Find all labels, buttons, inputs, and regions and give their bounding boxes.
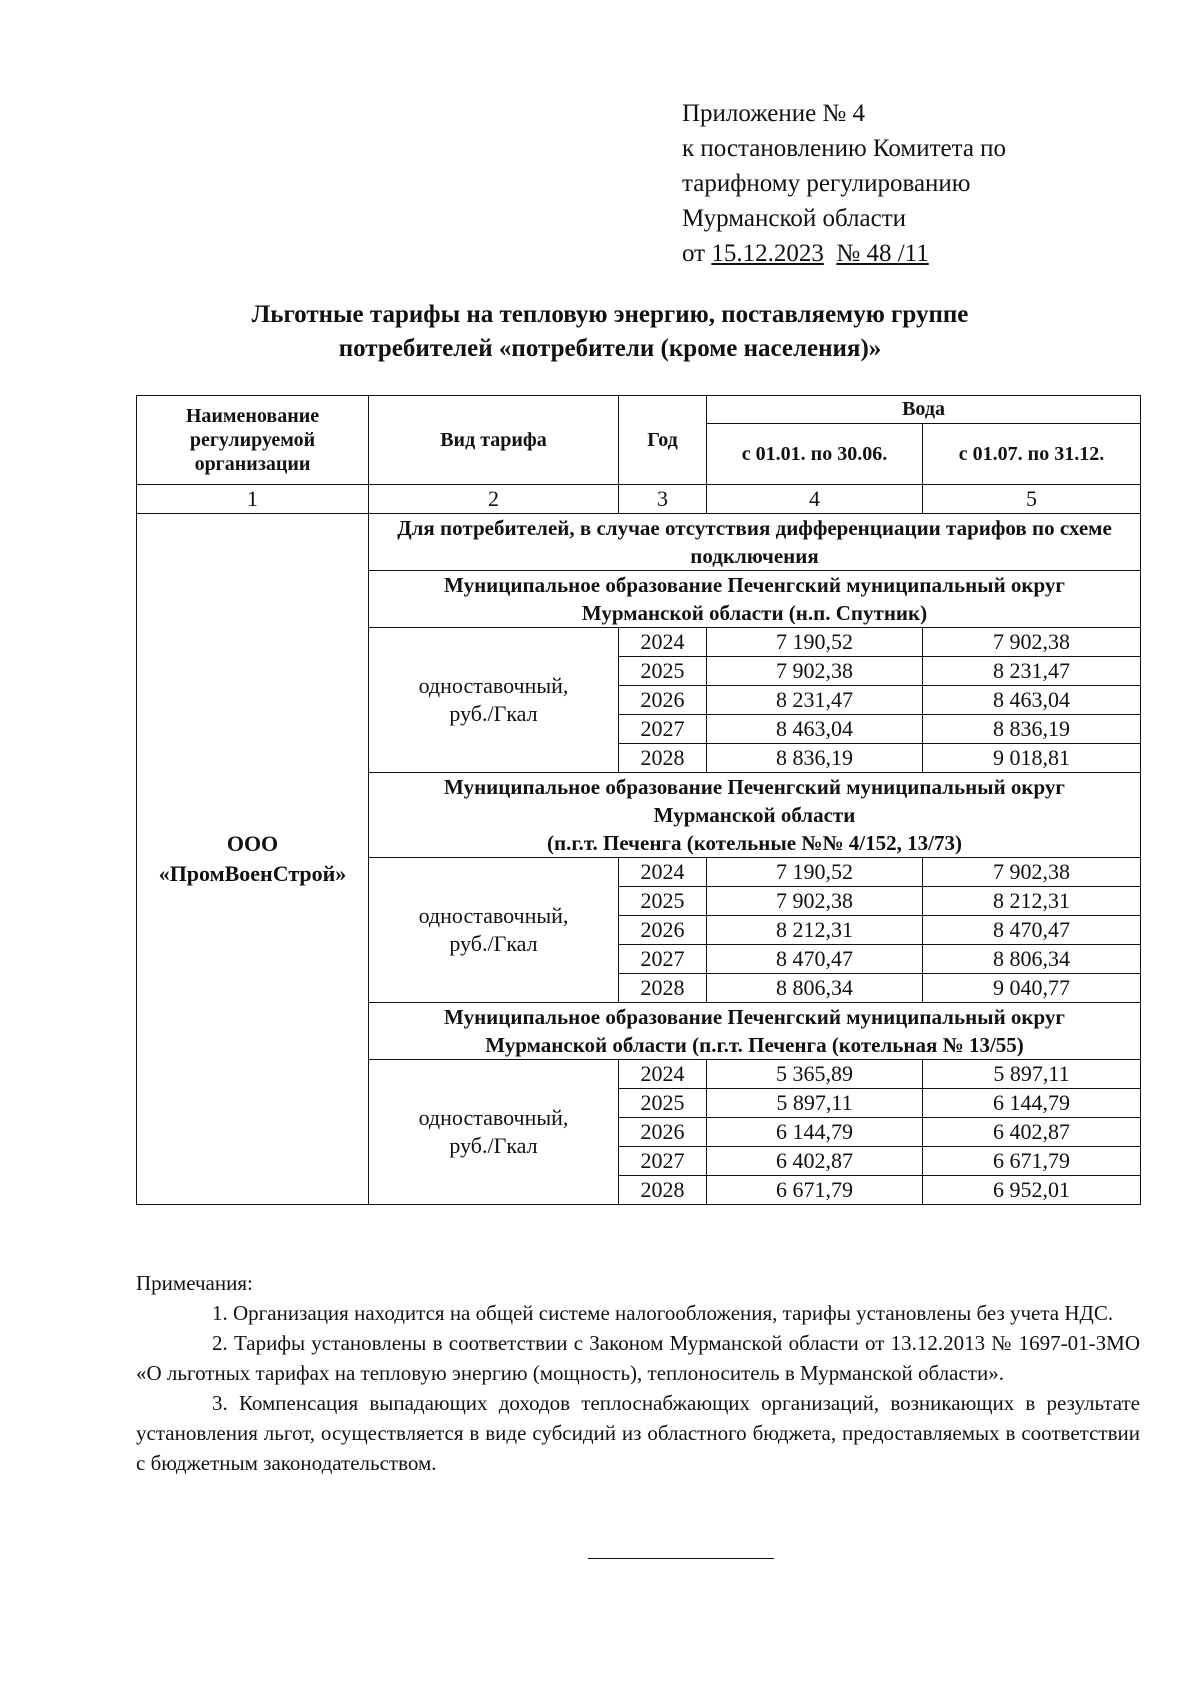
tariff-value: 6 952,01 (923, 1176, 1141, 1205)
year-cell: 2028 (619, 744, 707, 773)
appendix-number: № 48 /11 (836, 240, 929, 267)
section-title-line: Муниципальное образование Печенгский муниципальный округ (444, 573, 1065, 597)
section-title-line: Мурманской области (п.г.т. Печенга (котельная № 13/55) (485, 1033, 1024, 1057)
tariff-value: 6 402,87 (923, 1118, 1141, 1147)
column-number: 5 (923, 485, 1141, 514)
tariff-value: 8 463,04 (707, 715, 923, 744)
tariff-value: 7 190,52 (707, 628, 923, 657)
column-number: 4 (707, 485, 923, 514)
year-cell: 2026 (619, 686, 707, 715)
tariff-value: 5 897,11 (923, 1060, 1141, 1089)
section-title-3 (369, 1003, 1141, 1060)
header-period-1: с 01.01. по 30.06. (707, 423, 923, 484)
tariff-kind-line: одноставочный, (418, 903, 569, 928)
tariff-value: 8 806,34 (923, 945, 1141, 974)
column-number: 1 (137, 485, 369, 514)
appendix-line-2: к постановлению Комитета по (682, 135, 1007, 162)
organization-cell (137, 514, 369, 1205)
header-kind: Вид тарифа (369, 396, 619, 485)
section-title-1 (369, 571, 1141, 628)
column-number: 2 (369, 485, 619, 514)
tariff-kind-cell (369, 1060, 619, 1205)
document-title (150, 298, 1070, 366)
appendix-line-3: тарифному регулированию (682, 170, 971, 197)
year-cell: 2027 (619, 945, 707, 974)
tariff-kind-line: руб./Гкал (449, 701, 538, 726)
general-note-row: Для потребителей, в случае отсутствия дифференциации тарифов по схеме подключения (369, 514, 1141, 571)
tariff-value: 7 190,52 (707, 858, 923, 887)
section-title-line: Мурманской области (653, 803, 856, 827)
appendix-line-1: Приложение № 4 (682, 100, 866, 127)
note-item: 3. Компенсация выпадающих доходов теплоснабжающих организаций, возникающих в результате установления льгот, осуществляется в виде субсидий из областного бюджета, предоставляемых в соответствии с бюджетным законодательством. (136, 1391, 1140, 1475)
year-cell: 2025 (619, 887, 707, 916)
tariff-value: 8 470,47 (707, 945, 923, 974)
organization-line-2: «ПромВоенСтрой» (158, 861, 347, 886)
year-cell: 2024 (619, 628, 707, 657)
note-item: 1. Организация находится на общей системе налогообложения, тарифы установлены без учета НДС. (212, 1301, 1114, 1325)
organization-line-1: ООО (226, 831, 279, 856)
section-title-line: Муниципальное образование Печенгский муниципальный округ (444, 1005, 1065, 1029)
closing-rule (588, 1558, 774, 1559)
year-cell: 2027 (619, 715, 707, 744)
section-title-line: Муниципальное образование Печенгский муниципальный округ (444, 775, 1065, 799)
header-year: Год (619, 396, 707, 485)
notes-block (136, 1268, 1140, 1478)
tariff-value: 5 365,89 (707, 1060, 923, 1089)
appendix-date: 15.12.2023 (711, 240, 824, 267)
tariff-value: 8 231,47 (923, 657, 1141, 686)
tariff-value: 5 897,11 (707, 1089, 923, 1118)
column-number-row (137, 485, 1141, 514)
tariff-value: 6 144,79 (707, 1118, 923, 1147)
tariff-value: 6 671,79 (923, 1147, 1141, 1176)
section-title-line: (п.г.т. Печенга (котельные №№ 4/152, 13/73) (547, 831, 962, 855)
header-group: Вода (707, 396, 1141, 424)
header-period-2: с 01.07. по 31.12. (923, 423, 1141, 484)
title-line-1: Льготные тарифы на тепловую энергию, поставляемую группе (251, 301, 969, 328)
tariff-value: 8 212,31 (707, 916, 923, 945)
appendix-line-4: Мурманской области (682, 205, 907, 232)
appendix-block (682, 96, 1006, 271)
tariff-value: 7 902,38 (707, 657, 923, 686)
tariff-kind-line: руб./Гкал (449, 931, 538, 956)
tariff-value: 8 836,19 (923, 715, 1141, 744)
year-cell: 2028 (619, 974, 707, 1003)
appendix-date-prefix: от (682, 240, 712, 267)
tariff-value: 8 836,19 (707, 744, 923, 773)
year-cell: 2024 (619, 1060, 707, 1089)
tariff-value: 8 463,04 (923, 686, 1141, 715)
tariff-table (136, 395, 1141, 1205)
section-title-2 (369, 773, 1141, 858)
tariff-value: 6 671,79 (707, 1176, 923, 1205)
tariff-value: 7 902,38 (923, 858, 1141, 887)
header-org: Наименование регулируемой организации (137, 396, 369, 485)
tariff-value: 7 902,38 (923, 628, 1141, 657)
section-title-line: Мурманской области (н.п. Спутник) (581, 601, 928, 625)
notes-heading: Примечания: (136, 1271, 253, 1295)
tariff-value: 6 144,79 (923, 1089, 1141, 1118)
tariff-value: 8 212,31 (923, 887, 1141, 916)
year-cell: 2025 (619, 1089, 707, 1118)
tariff-value: 8 806,34 (707, 974, 923, 1003)
tariff-kind-cell (369, 628, 619, 773)
year-cell: 2028 (619, 1176, 707, 1205)
tariff-kind-cell (369, 858, 619, 1003)
year-cell: 2027 (619, 1147, 707, 1176)
tariff-kind-line: руб./Гкал (449, 1133, 538, 1158)
tariff-kind-line: одноставочный, (418, 673, 569, 698)
tariff-value: 8 470,47 (923, 916, 1141, 945)
year-cell: 2026 (619, 916, 707, 945)
appendix-date-line (682, 236, 1006, 271)
note-item: 2. Тарифы установлены в соответствии с Законом Мурманской области от 13.12.2013 № 1697-01-ЗМО «О льготных тарифах на тепловую энергию (мощность), теплоноситель в Мурманской области». (136, 1331, 1140, 1385)
tariff-kind-line: одноставочный, (418, 1105, 569, 1130)
tariff-value: 9 018,81 (923, 744, 1141, 773)
column-number: 3 (619, 485, 707, 514)
year-cell: 2026 (619, 1118, 707, 1147)
year-cell: 2024 (619, 858, 707, 887)
year-cell: 2025 (619, 657, 707, 686)
tariff-value: 6 402,87 (707, 1147, 923, 1176)
tariff-value: 7 902,38 (707, 887, 923, 916)
tariff-value: 8 231,47 (707, 686, 923, 715)
tariff-value: 9 040,77 (923, 974, 1141, 1003)
title-line-2: потребителей «потребители (кроме населения)» (338, 335, 882, 362)
